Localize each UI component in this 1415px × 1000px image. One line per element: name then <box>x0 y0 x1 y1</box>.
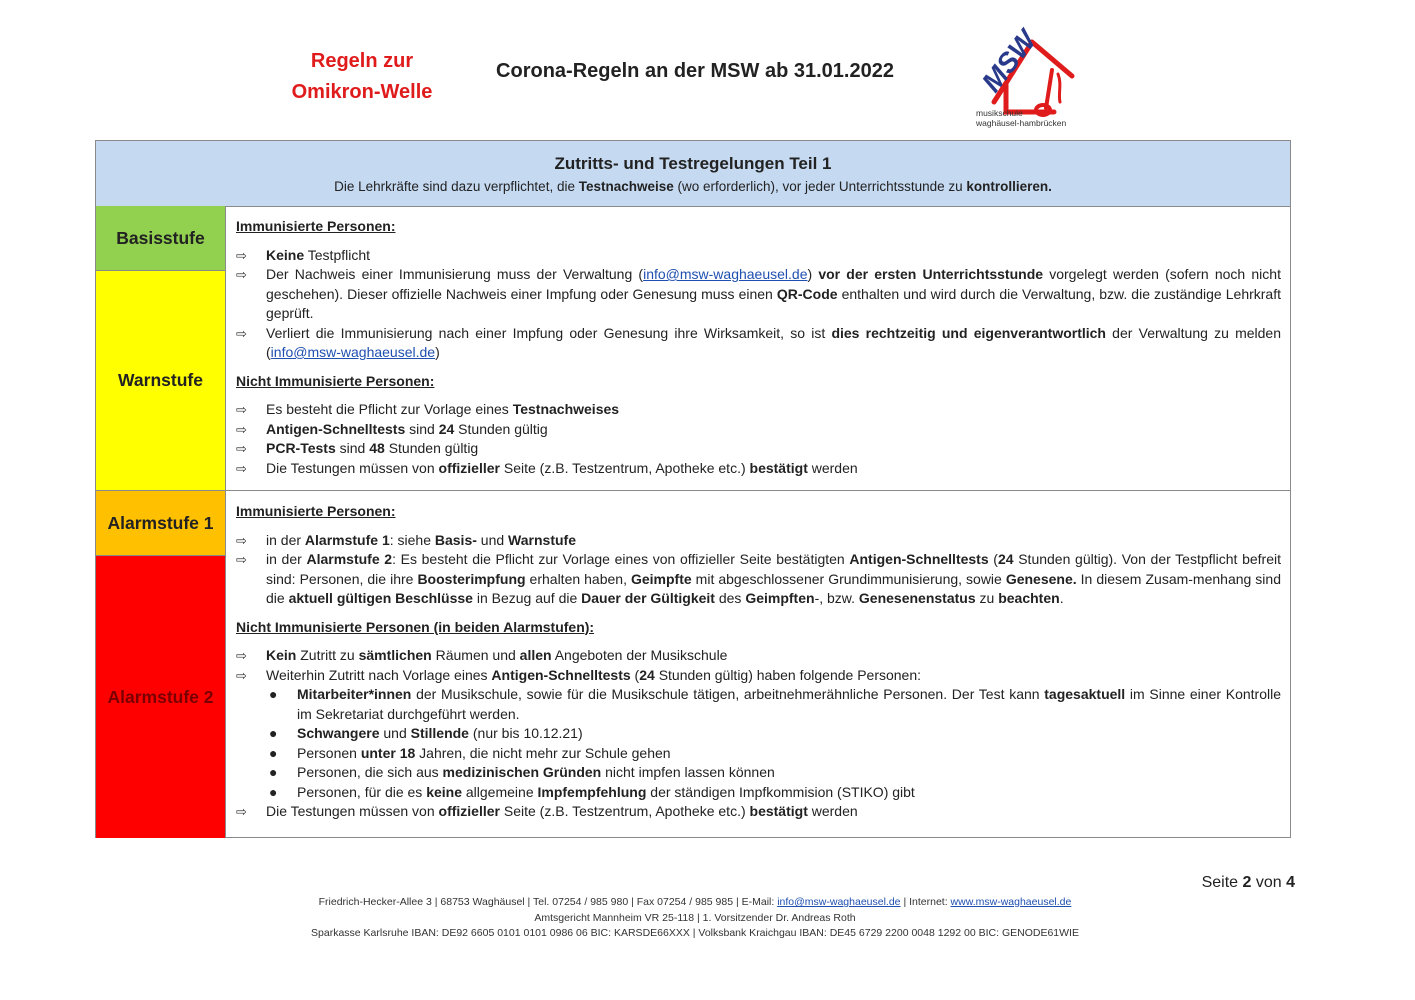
list-item: ⇨ Keine Testpflicht <box>236 246 1281 266</box>
email-link[interactable]: info@msw-waghaeusel.de <box>643 266 808 282</box>
footer-web-link[interactable]: www.msw-waghaeusel.de <box>950 896 1072 908</box>
footer-email-link[interactable]: info@msw-waghaeusel.de <box>777 896 901 908</box>
testing-list <box>236 802 1281 822</box>
arrow-icon: ⇨ <box>236 402 247 417</box>
list-item: ⇨ Verliert die Immunisierung nach einer Impfung oder Genesung ihre Wirksamkeit, so ist dies rechtzeitig und eigenverantwortlich der Verwaltung zu melden (info@msw-waghaeusel.de) <box>236 324 1281 360</box>
arrow-icon: ⇨ <box>236 325 247 341</box>
arrow-icon: ⇨ <box>236 804 247 819</box>
list-item: ⇨ Kein Zutritt zu sämtlichen Räumen und allen Angeboten der Musikschule <box>236 646 1281 666</box>
list-item: ⇨ PCR-Tests sind 48 Stunden gültig <box>236 439 1281 459</box>
arrow-icon: ⇨ <box>236 532 247 548</box>
logo-caption-line2: waghäusel-hambrücken <box>976 118 1067 128</box>
section-heading-not-immunized: Nicht Immunisierte Personen (in beiden Alarmstufen): <box>236 618 595 635</box>
stage-basisstufe: Basisstufe <box>96 206 226 271</box>
sub-list-item: ● Personen, für die es keine allgemeine Impfempfehlung der ständigen Impfkommision (STIKO) gibt <box>236 783 1281 803</box>
sub-list-item: ● Personen unter 18 Jahren, die nicht mehr zur Schule gehen <box>236 744 1281 764</box>
arrow-icon: ⇨ <box>236 552 247 567</box>
table-header <box>96 141 1290 207</box>
footer-registry: Amtsgericht Mannheim VR 25-118 | 1. Vorsitzender Dr. Andreas Roth <box>534 911 856 924</box>
arrow-icon: ⇨ <box>236 667 247 683</box>
sub-list-item: ● Personen, die sich aus medizinischen Gründen nicht impfen lassen können <box>236 763 1281 783</box>
list-item: ⇨ Die Testungen müssen von offizieller Seite (z.B. Testzentrum, Apotheke etc.) bestätigt werden <box>236 459 1281 479</box>
bullet-icon: ● <box>269 744 278 761</box>
list-item: ⇨ Der Nachweis einer Immunisierung muss der Verwaltung (info@msw-waghaeusel.de) vor der ersten Unterrichtsstunde vorgelegt werden (sofern noch nicht geschehen). Dieser offizielle Nachweis einer Impfung oder Genesung muss einen QR-Code enthalten und wird durch die Verwaltung, bzw. die zuständige Lehrkraft geprüft. <box>236 266 1281 321</box>
table-title: Zutritts- und Testregelungen Teil 1 <box>554 154 832 173</box>
page-title: Corona-Regeln an der MSW ab 31.01.2022 <box>496 60 894 82</box>
not-immunized-list <box>236 646 1281 685</box>
left-title-line2: Omikron-Welle <box>291 81 433 103</box>
rules-basis-warn <box>226 206 1290 491</box>
footer-bank: Sparkasse Karlsruhe IBAN: DE92 6605 0101 0101 0986 06 BIC: KARSDE66XXX | Volksbank Kraichgau IBAN: DE45 6729 2200 0048 1292 00 BIC: GENODE61WIE <box>311 927 1079 939</box>
arrow-icon: ⇨ <box>236 441 247 456</box>
arrow-icon: ⇨ <box>236 247 247 263</box>
table-subtitle: Die Lehrkräfte sind dazu verpflichtet, die Testnachweise (wo erforderlich), vor jeder Unterrichtsstunde zu kontrollieren. <box>334 179 1052 194</box>
arrow-icon: ⇨ <box>236 267 247 282</box>
list-item: ⇨ Die Testungen müssen von offizieller Seite (z.B. Testzentrum, Apotheke etc.) bestätigt werden <box>236 802 1281 822</box>
section-heading-immunized: Immunisierte Personen: <box>236 218 396 234</box>
stage-alarmstufe-2: Alarmstufe 2 <box>96 556 226 838</box>
bullet-icon: ● <box>269 725 278 741</box>
bullet-icon: ● <box>269 783 278 800</box>
exempt-persons-list <box>236 685 1281 802</box>
list-item: ⇨ in der Alarmstufe 2: Es besteht die Pflicht zur Vorlage eines von offizieller Seite bestätigten Antigen-Schnelltests (24 Stunden gültig). Von der Testpflicht befreit sind: Personen, die ihre Boosterimpfung erhalten haben, Geimpfte mit abgeschlossener Grundimmunisierung, sowie Genesene. In diesem Zusam-menhang sind die aktuell gültigen Beschlüsse in Bezug auf die Dauer der Gültigkeit des Geimpften-, bzw. Genesenenstatus zu beachten. <box>236 551 1281 606</box>
logo-caption-line1: musikschule <box>976 108 1023 118</box>
stage-alarmstufe-1: Alarmstufe 1 <box>96 491 226 556</box>
footer <box>0 895 1390 942</box>
sub-list-item: ● Schwangere und Stillende (nur bis 10.12.21) <box>236 724 1281 744</box>
page-number: Seite 2 von 4 <box>1201 874 1295 891</box>
list-item: ⇨ Es besteht die Pflicht zur Vorlage eines Testnachweises <box>236 400 1281 420</box>
list-item: ⇨ Antigen-Schnelltests sind 24 Stunden gültig <box>236 420 1281 440</box>
section-heading-immunized: Immunisierte Personen: <box>236 503 396 519</box>
logo-caption <box>976 108 1066 128</box>
not-immunized-list <box>236 400 1281 478</box>
sub-list-item: ● Mitarbeiter*innen der Musikschule, sowie für die Musikschule tätigen, arbeitnehmerähnliche Personen. Der Test kann tagesaktuell im Sinne einer Kontrolle im Sekretariat durchgeführt werden. <box>269 686 1281 722</box>
arrow-icon: ⇨ <box>236 421 247 437</box>
stage-warnstufe: Warnstufe <box>96 271 226 491</box>
immunized-list <box>236 531 1281 609</box>
email-link[interactable]: info@msw-waghaeusel.de <box>270 344 436 360</box>
arrow-icon: ⇨ <box>236 648 247 663</box>
bullet-icon: ● <box>269 686 278 702</box>
arrow-icon: ⇨ <box>236 460 247 476</box>
footer-contact: Friedrich-Hecker-Allee 3 | 68753 Waghäusel | Tel. 07254 / 985 980 | Fax 07254 / 985 985 | E-Mail: info@msw-waghaeusel.de | Internet: www.msw-waghaeusel.de <box>318 896 1072 908</box>
list-item: ⇨ Weiterhin Zutritt nach Vorlage eines Antigen-Schnelltests (24 Stunden gültig) haben folgende Personen: <box>236 666 1281 686</box>
section-heading-not-immunized: Nicht Immunisierte Personen: <box>236 372 435 389</box>
left-title-line1: Regeln zur <box>310 50 414 72</box>
left-title <box>262 46 462 108</box>
bullet-icon: ● <box>269 764 278 780</box>
rules-alarm <box>226 491 1290 838</box>
list-item: ⇨ in der Alarmstufe 1: siehe Basis- und Warnstufe <box>236 531 1281 551</box>
rules-table <box>95 140 1291 838</box>
logo-text: MSW <box>975 24 1043 98</box>
immunized-list <box>236 246 1281 363</box>
